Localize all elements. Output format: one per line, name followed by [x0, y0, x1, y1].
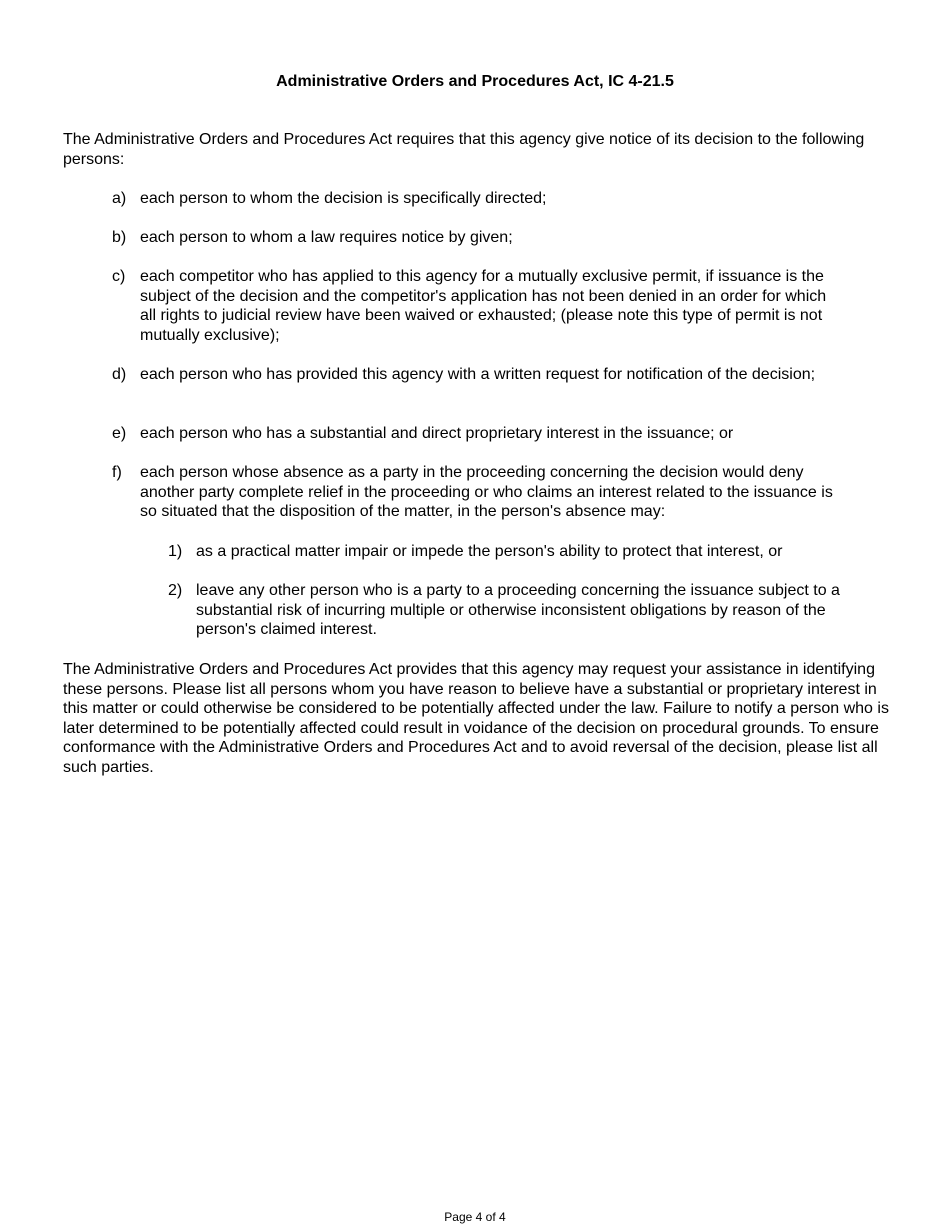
list-item-text: each person to whom a law requires notice by given; [140, 229, 513, 246]
list-item-e [112, 424, 842, 444]
page-title: Administrative Orders and Procedures Act, IC 4-21.5 [276, 73, 674, 90]
list-marker: a) [112, 190, 127, 207]
list-item-text: as a practical matter impair or impede the person's ability to protect that interest, or [196, 543, 783, 560]
intro-paragraph: The Administrative Orders and Procedures Act requires that this agency give notice of its decision to the following persons: [63, 131, 865, 168]
list-item-f [112, 463, 842, 522]
list-marker: d) [112, 366, 127, 383]
list-marker: 2) [168, 582, 183, 599]
page-number: Page 4 of 4 [444, 1210, 506, 1224]
list-marker: f) [112, 464, 122, 481]
list-item-text: each person who has a substantial and direct proprietary interest in the issuance; or [140, 425, 734, 442]
list-marker: 1) [168, 543, 183, 560]
list-item-text: each competitor who has applied to this agency for a mutually exclusive permit, if issuance is the subject of the decision and the competitor's application has not been denied in an order for which all rights to judicial review have been waived or exhausted; (please note this type of permit is not mutually exclusive); [140, 268, 827, 344]
list-item-text: each person to whom the decision is specifically directed; [140, 190, 547, 207]
sub-list-item-2 [168, 581, 848, 640]
list-marker: c) [112, 268, 126, 285]
list-item-d [112, 365, 842, 385]
list-item-c [112, 267, 842, 345]
list-item-a [112, 189, 842, 209]
list-marker: e) [112, 425, 127, 442]
closing-paragraph: The Administrative Orders and Procedures Act provides that this agency may request your assistance in identifying these persons. Please list all persons whom you have reason to believe have a substantial or proprietary interest in this matter or could otherwise be considered to be potentially affected under the law. Failure to notify a person who is later determined to be potentially affected could result in voidance of the decision on procedural grounds. To ensure conformance with the Administrative Orders and Procedures Act and to avoid reversal of the decision, please list all such parties. [63, 661, 889, 776]
list-item-b [112, 228, 842, 248]
list-item-text: each person whose absence as a party in the proceeding concerning the decision would deny another party complete relief in the proceeding or who claims an interest related to the issuance is so situated that the disposition of the matter, in the person's absence may: [140, 464, 833, 521]
sub-list-item-1 [168, 542, 848, 562]
list-item-text: leave any other person who is a party to a proceeding concerning the issuance subject to a substantial risk of incurring multiple or otherwise inconsistent obligations by reason of the person's claimed interest. [196, 582, 840, 639]
list-item-text: each person who has provided this agency with a written request for notification of the decision; [140, 366, 816, 383]
list-marker: b) [112, 229, 127, 246]
